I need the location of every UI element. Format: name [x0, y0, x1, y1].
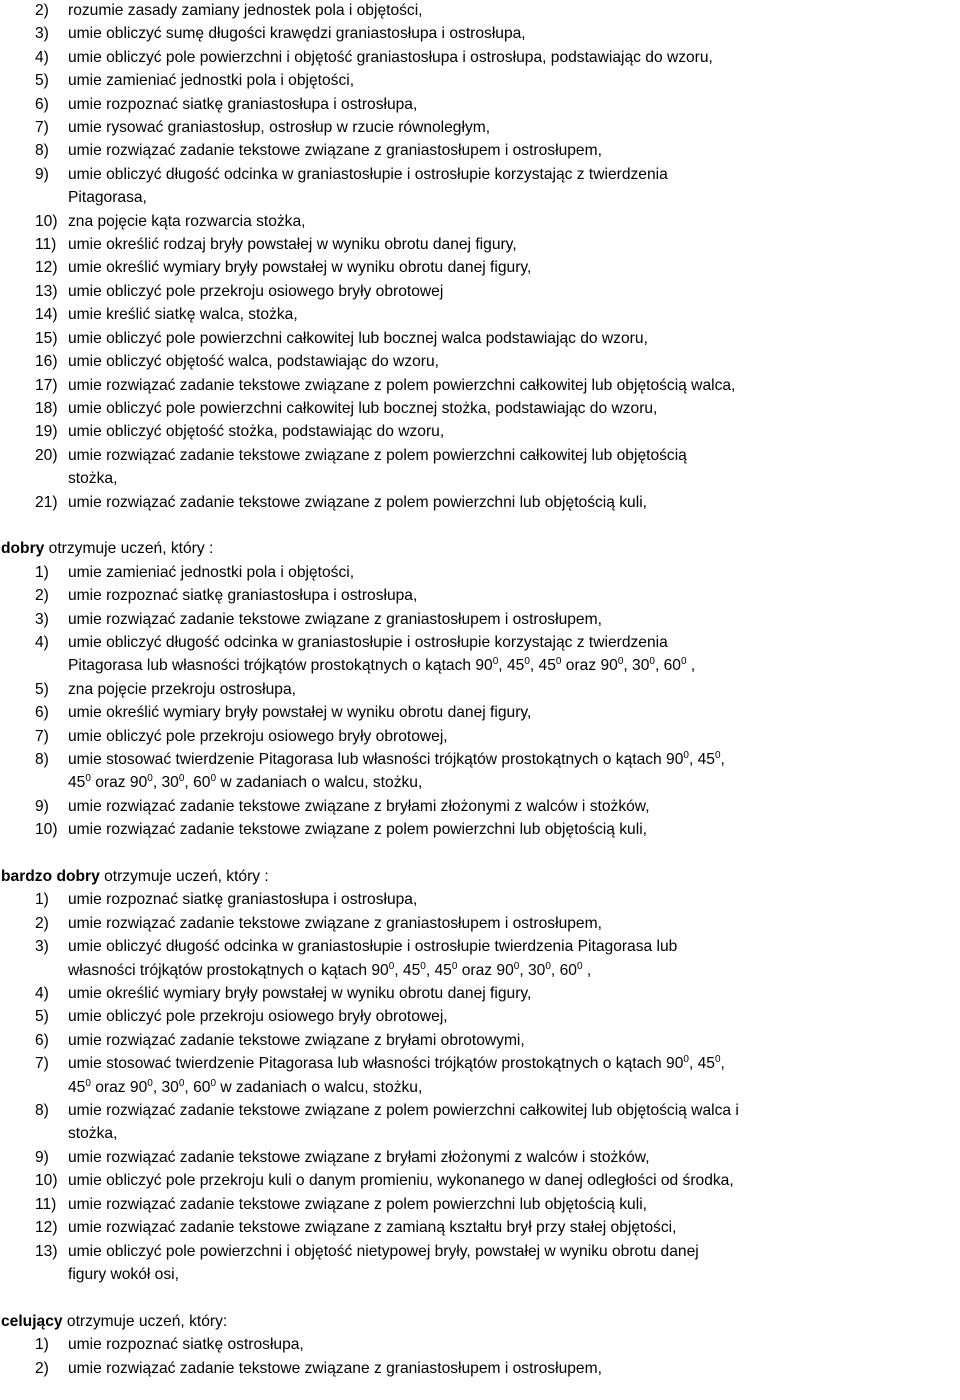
- list-item: [0, 116, 960, 139]
- list-item-continuation: Pitagorasa lub własności trójkątów prostokątnych o kątach $90^0$, $45^0$, $45^0$ oraz $90^0$, $30^0$, $60^0$ ,: [68, 656, 696, 675]
- list-item: [0, 397, 960, 420]
- list-item: [0, 608, 960, 631]
- list-item: [0, 1333, 960, 1356]
- list-item-text: umie rozwiązać zadanie tekstowe związane z graniastosłupem i ostrosłupem,: [68, 610, 602, 628]
- list-item-text: umie rozpoznać siatkę graniastosłupa i ostrosłupa,: [68, 587, 418, 605]
- list-item: [0, 1052, 960, 1075]
- list-item-number: 9): [35, 165, 49, 183]
- list-item-text: umie kreślić siatkę walca, stożka,: [68, 306, 298, 324]
- list-item: [0, 701, 960, 724]
- list-item-number: 12): [35, 1219, 58, 1237]
- list-item: [0, 748, 960, 771]
- list-item-number: 7): [35, 727, 49, 745]
- list-item-number: 3): [35, 938, 49, 956]
- list-item-number: 21): [35, 493, 58, 511]
- list-item-text: umie rozwiązać zadanie tekstowe związane z polem powierzchni całkowitej lub objętością walca i: [68, 1102, 739, 1120]
- list-item-text: umie rozwiązać zadanie tekstowe związane z polem powierzchni całkowitej lub objętością walca,: [68, 376, 736, 394]
- list-item-number: 19): [35, 423, 58, 441]
- list-item-text: umie rozwiązać zadanie tekstowe związane z graniastosłupem i ostrosłupem,: [68, 914, 602, 932]
- spacer: [0, 1286, 960, 1309]
- list-item: [0, 818, 960, 841]
- list-item-text: umie obliczyć pole powierzchni całkowitej lub bocznej stożka, podstawiając do wzoru,: [68, 399, 658, 417]
- list-item-number: 12): [35, 259, 58, 277]
- heading-celujacy-intro: otrzymuje uczeń, który:: [62, 1312, 228, 1330]
- heading-dobry: [0, 537, 960, 560]
- list-item: [0, 69, 960, 92]
- list-item-number: 10): [35, 212, 58, 230]
- list-item-text: rozumie zasady zamiany jednostek pola i objętości,: [68, 2, 423, 19]
- list-item: [0, 982, 960, 1005]
- list-item-continuation: figury wokół osi,: [68, 1265, 179, 1283]
- list-item: [0, 444, 960, 467]
- section-celujacy-list: [0, 1333, 960, 1380]
- list-item-text: umie rozwiązać zadanie tekstowe związane z zamianą kształtu brył przy stałej objętości,: [68, 1219, 677, 1237]
- list-item-number: 9): [35, 1148, 49, 1166]
- list-item-number: 8): [35, 1102, 49, 1120]
- list-item-number: 2): [35, 1359, 49, 1377]
- list-item: [0, 631, 960, 654]
- list-item-number: 5): [35, 680, 49, 698]
- spacer: [0, 514, 960, 537]
- list-item-number: 1): [35, 1336, 49, 1354]
- list-item-text: umie rozwiązać zadanie tekstowe związane z graniastosłupem i ostrosłupem,: [68, 142, 602, 160]
- list-item: [0, 935, 960, 958]
- section-bardzo-dobry-list: [0, 888, 960, 1286]
- list-item-text: umie rozwiązać zadanie tekstowe związane z polem powierzchni całkowitej lub objętością: [68, 446, 687, 464]
- list-item-text: umie obliczyć pole przekroju kuli o danym promieniu, wykonanego w danej odległości od środka,: [68, 1172, 734, 1190]
- list-item: [0, 1029, 960, 1052]
- spacer: [0, 842, 960, 865]
- list-item: [0, 584, 960, 607]
- list-item: [0, 350, 960, 373]
- list-item: [0, 420, 960, 443]
- list-item-number: 8): [35, 142, 49, 160]
- list-item-number: 4): [35, 48, 49, 66]
- grade-bardzo-dobry: bardzo dobry: [1, 868, 100, 885]
- list-item-number: 1): [35, 563, 49, 581]
- list-item-number: 2): [35, 587, 49, 605]
- list-item: [0, 280, 960, 303]
- list-item-text: umie obliczyć pole przekroju osiowego bryły obrotowej,: [68, 1008, 448, 1026]
- list-item: [0, 139, 960, 162]
- list-item-number: 10): [35, 1172, 58, 1190]
- list-item-number: 11): [35, 1195, 57, 1213]
- list-item-continuation: stożka,: [68, 470, 118, 488]
- list-item-text: umie obliczyć sumę długości krawędzi graniastosłupa i ostrosłupa,: [68, 25, 526, 43]
- list-item-text: umie obliczyć długość odcinka w graniastosłupie i ostrosłupie korzystając z twierdzenia: [68, 165, 668, 183]
- heading-bardzo-dobry-intro: otrzymuje uczeń, który :: [99, 868, 269, 885]
- list-item-text: umie obliczyć objętość walca, podstawiając do wzoru,: [68, 353, 439, 371]
- list-item-number: 1): [35, 891, 49, 909]
- list-item-number: 13): [35, 1242, 58, 1260]
- list-item-text: umie rozwiązać zadanie tekstowe związane z polem powierzchni lub objętością kuli,: [68, 493, 647, 511]
- list-item: [0, 233, 960, 256]
- list-item: [0, 1357, 960, 1380]
- list-item-text: umie rozwiązać zadanie tekstowe związane z polem powierzchni lub objętością kuli,: [68, 821, 647, 839]
- list-item-text: umie obliczyć pole powierzchni i objętość nietypowej bryły, powstałej w wyniku obrotu danej: [68, 1242, 699, 1260]
- list-item: [0, 0, 960, 22]
- list-item-number: 17): [35, 376, 58, 394]
- list-item-number: 4): [35, 633, 49, 651]
- heading-celujacy: [0, 1310, 960, 1333]
- list-item-number: 8): [35, 750, 49, 768]
- list-item-number: 3): [35, 25, 49, 43]
- list-item: [0, 1216, 960, 1239]
- grade-celujacy: celujący: [1, 1312, 63, 1330]
- list-item-number: 11): [35, 236, 57, 254]
- list-item-number: 13): [35, 282, 58, 300]
- list-item: [0, 93, 960, 116]
- list-item: [0, 795, 960, 818]
- list-item-text: umie obliczyć długość odcinka w graniastosłupie i ostrosłupie korzystając z twierdzenia: [68, 633, 668, 651]
- list-item-text: umie rozwiązać zadanie tekstowe związane z bryłami złożonymi z walców i stożków,: [68, 797, 650, 815]
- list-item-continuation: własności trójkątów prostokątnych o kątach $90^0$, $45^0$, $45^0$ oraz $90^0$, $30^0$, $60^0$ ,: [68, 960, 592, 979]
- list-item-text: umie obliczyć pole powierzchni całkowitej lub bocznej walca podstawiając do wzoru,: [68, 329, 648, 347]
- list-item: [0, 561, 960, 584]
- list-item-number: 7): [35, 119, 49, 137]
- list-item-text: umie rozwiązać zadanie tekstowe związane z polem powierzchni lub objętością kuli,: [68, 1195, 647, 1213]
- list-item-number: 5): [35, 1008, 49, 1026]
- list-item-text: umie obliczyć pole powierzchni i objętość graniastosłupa i ostrosłupa, podstawiając do wzoru,: [68, 48, 713, 66]
- list-item-text: zna pojęcie kąta rozwarcia stożka,: [68, 212, 306, 230]
- list-item-text: umie obliczyć pole przekroju osiowego bryły obrotowej: [68, 282, 444, 300]
- list-item-text: umie zamieniać jednostki pola i objętości,: [68, 563, 355, 581]
- list-item: [0, 210, 960, 233]
- list-item-number: 16): [35, 353, 58, 371]
- list-item-number: 7): [35, 1055, 49, 1073]
- list-item-number: 5): [35, 72, 49, 90]
- list-item-number: 6): [35, 95, 49, 113]
- section-top-list: [0, 0, 960, 514]
- list-item-number: 4): [35, 985, 49, 1003]
- list-item-number: 6): [35, 1031, 49, 1049]
- list-item-number: 6): [35, 704, 49, 722]
- list-item: [0, 1169, 960, 1192]
- list-item: [0, 1240, 960, 1263]
- list-item-text: zna pojęcie przekroju ostrosłupa,: [68, 680, 296, 698]
- list-item: [0, 374, 960, 397]
- list-item-number: 9): [35, 797, 49, 815]
- list-item-text: umie rozpoznać siatkę ostrosłupa,: [68, 1336, 304, 1354]
- list-item: [0, 678, 960, 701]
- list-item-number: 3): [35, 610, 49, 628]
- list-item-number: 14): [35, 306, 58, 324]
- list-item-text: umie stosować twierdzenie Pitagorasa lub własności trójkątów prostokątnych o kątach $90^0$, $45^0$,: [68, 1054, 725, 1073]
- list-item-text: umie rozpoznać siatkę graniastosłupa i ostrosłupa,: [68, 891, 418, 909]
- list-item: [0, 491, 960, 514]
- list-item-continuation: $45^0$ oraz $90^0$, $30^0$, $60^0$ w zadaniach o walcu, stożku,: [68, 773, 423, 792]
- heading-dobry-intro: otrzymuje uczeń, który :: [44, 540, 214, 558]
- list-item: [0, 1005, 960, 1028]
- list-item-text: umie rozpoznać siatkę graniastosłupa i ostrosłupa,: [68, 95, 418, 113]
- heading-bardzo-dobry: [0, 865, 960, 888]
- list-item: [0, 888, 960, 911]
- list-item-text: umie obliczyć długość odcinka w graniastosłupie i ostrosłupie twierdzenia Pitagorasa lub: [68, 938, 678, 956]
- list-item-text: umie stosować twierdzenie Pitagorasa lub własności trójkątów prostokątnych o kątach $90^0$, $45^0$,: [68, 749, 725, 768]
- list-item: [0, 1146, 960, 1169]
- list-item-number: 2): [35, 2, 49, 19]
- list-item: [0, 725, 960, 748]
- list-item-continuation: Pitagorasa,: [68, 189, 147, 207]
- list-item-number: 2): [35, 914, 49, 932]
- list-item-text: umie zamieniać jednostki pola i objętości,: [68, 72, 355, 90]
- list-item-number: 15): [35, 329, 58, 347]
- list-item-text: umie rozwiązać zadanie tekstowe związane z graniastosłupem i ostrosłupem,: [68, 1359, 602, 1377]
- list-item: [0, 46, 960, 69]
- list-item-continuation: stożka,: [68, 1125, 118, 1143]
- list-item-text: umie rozwiązać zadanie tekstowe związane z bryłami złożonymi z walców i stożków,: [68, 1148, 650, 1166]
- section-dobry-list: [0, 561, 960, 842]
- list-item: [0, 1099, 960, 1122]
- list-item-text: umie rozwiązać zadanie tekstowe związane z bryłami obrotowymi,: [68, 1031, 525, 1049]
- list-item: [0, 1193, 960, 1216]
- list-item-number: 18): [35, 399, 58, 417]
- list-item-text: umie określić wymiary bryły powstałej w wyniku obrotu danej figury,: [68, 985, 532, 1003]
- grade-dobry: dobry: [1, 540, 45, 558]
- list-item-text: umie rysować graniastosłup, ostrosłup w rzucie równoległym,: [68, 119, 491, 137]
- list-item: [0, 327, 960, 350]
- list-item: [0, 912, 960, 935]
- list-item: [0, 303, 960, 326]
- list-item-text: umie określić wymiary bryły powstałej w wyniku obrotu danej figury,: [68, 259, 532, 277]
- list-item-text: umie obliczyć objętość stożka, podstawiając do wzoru,: [68, 423, 445, 441]
- list-item: [0, 163, 960, 186]
- list-item-text: umie określić wymiary bryły powstałej w wyniku obrotu danej figury,: [68, 704, 532, 722]
- list-item: [0, 256, 960, 279]
- list-item-text: umie obliczyć pole przekroju osiowego bryły obrotowej,: [68, 727, 448, 745]
- list-item-text: umie określić rodzaj bryły powstałej w wyniku obrotu danej figury,: [68, 236, 517, 254]
- list-item-number: 10): [35, 821, 58, 839]
- list-item: [0, 22, 960, 45]
- list-item-number: 20): [35, 446, 58, 464]
- list-item-continuation: $45^0$ oraz $90^0$, $30^0$, $60^0$ w zadaniach o walcu, stożku,: [68, 1077, 423, 1096]
